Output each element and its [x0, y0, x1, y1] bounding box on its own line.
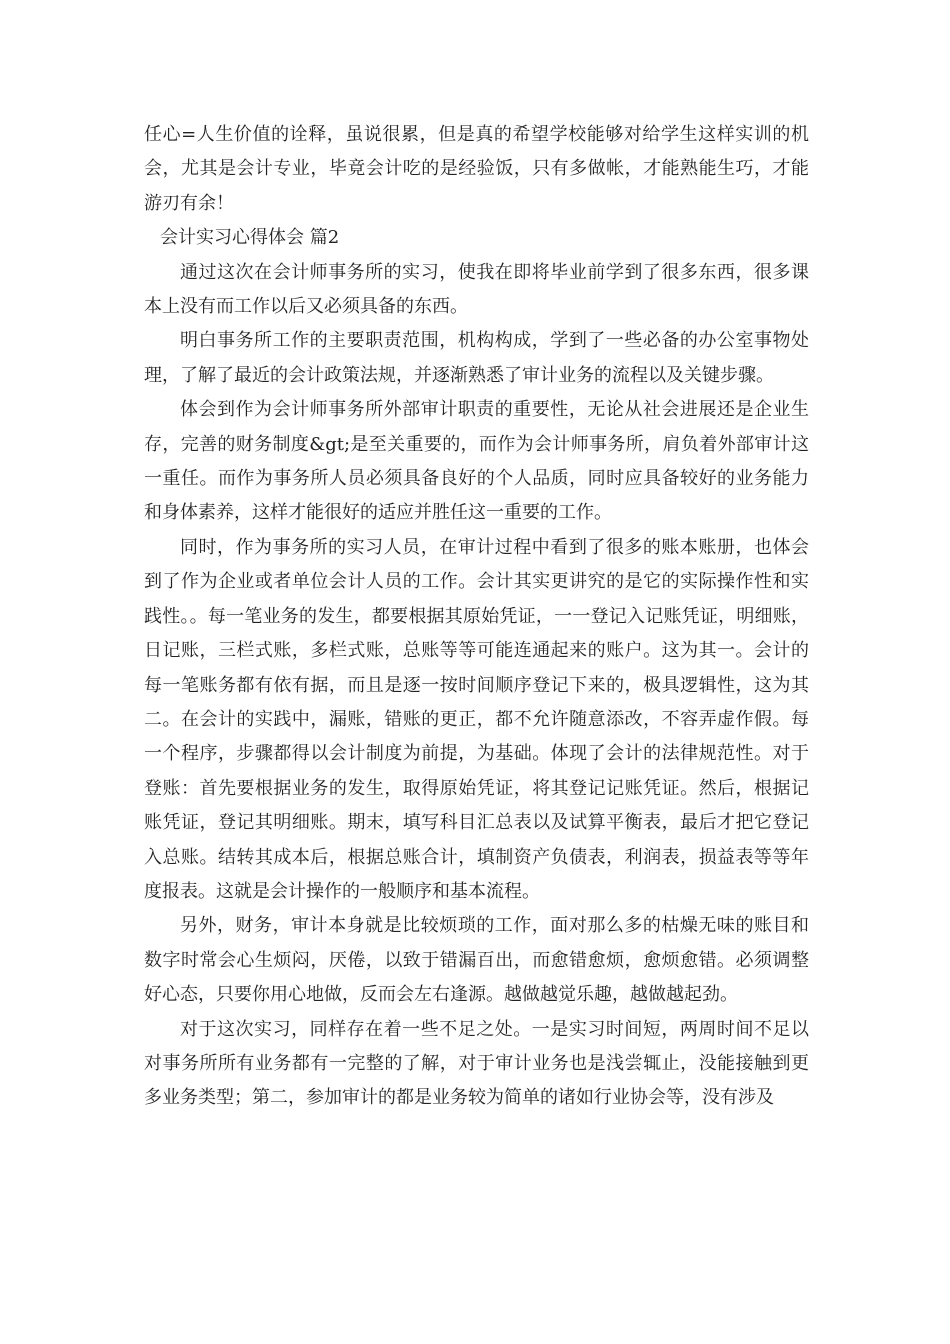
document-body	[144, 118, 809, 1116]
paragraph-5: 另外，财务，审计本身就是比较烦琐的工作，面对那么多的枯燥无味的账目和数字时常会心生烦闷，厌倦，以致于错漏百出，而愈错愈烦，愈烦愈错。必须调整好心态，只要你用心地做，反而会左右逢源。越做越觉乐趣，越做越起劲。	[144, 915, 809, 1006]
paragraph-6: 对于这次实习，同样存在着一些不足之处。一是实习时间短，两周时间不足以对事务所所有业务都有一完整的了解，对于审计业务也是浅尝辄止，没能接触到更多业务类型；第二，参加审计的都是业务较为简单的诸如行业协会等，没有涉及	[144, 1018, 809, 1109]
paragraph-1: 通过这次在会计师事务所的实习，使我在即将毕业前学到了很多东西，很多课本上没有而工作以后又必须具备的东西。	[144, 261, 809, 318]
paragraph-3: 体会到作为会计师事务所外部审计职责的重要性，无论从社会进展还是企业生存，完善的财务制度&gt;是至关重要的，而作为会计师事务所，肩负着外部审计这一重任。而作为事务所人员必须具备良好的个人品质，同时应具备较好的业务能力和身体素养，这样才能很好的适应并胜任这一重要的工作。	[144, 399, 809, 524]
paragraph-2: 明白事务所工作的主要职责范围，机构构成，学到了一些必备的办公室事物处理，了解了最近的会计政策法规，并逐渐熟悉了审计业务的流程以及关键步骤。	[144, 330, 809, 386]
paragraph-4: 同时，作为事务所的实习人员，在审计过程中看到了很多的账本账册，也体会到了作为企业或者单位会计人员的工作。会计其实更讲究的是它的实际操作性和实践性。。每一笔业务的发生，都要根据其原始凭证，一一登记入记账凭证，明细账，日记账，三栏式账，多栏式账，总账等等可能连通起来的账户。这为其一。会计的每一笔账务都有依有据，而且是逐一按时间顺序登记下来的，极具逻辑性，这为其二。在会计的实践中，漏账，错账的更正，都不允许随意添改，不容弄虚作假。每一个程序，步骤都得以会计制度为前提，为基础。体现了会计的法律规范性。对于登账：首先要根据业务的发生，取得原始凭证，将其登记记账凭证。然后，根据记账凭证，登记其明细账。期末，填写科目汇总表以及试算平衡表，最后才把它登记入总账。结转其成本后，根据总账合计，填制资产负债表，利润表，损益表等等年度报表。这就是会计操作的一般顺序和基本流程。	[144, 536, 809, 902]
continuation-paragraph: 任心=人生价值的诠释，虽说很累，但是真的希望学校能够对给学生这样实训的机会，尤其是会计专业，毕竟会计吃的是经验饭，只有多做帐，才能熟能生巧，才能游刃有余！	[144, 124, 809, 214]
section-heading: 会计实习心得体会 篇2	[160, 227, 340, 249]
